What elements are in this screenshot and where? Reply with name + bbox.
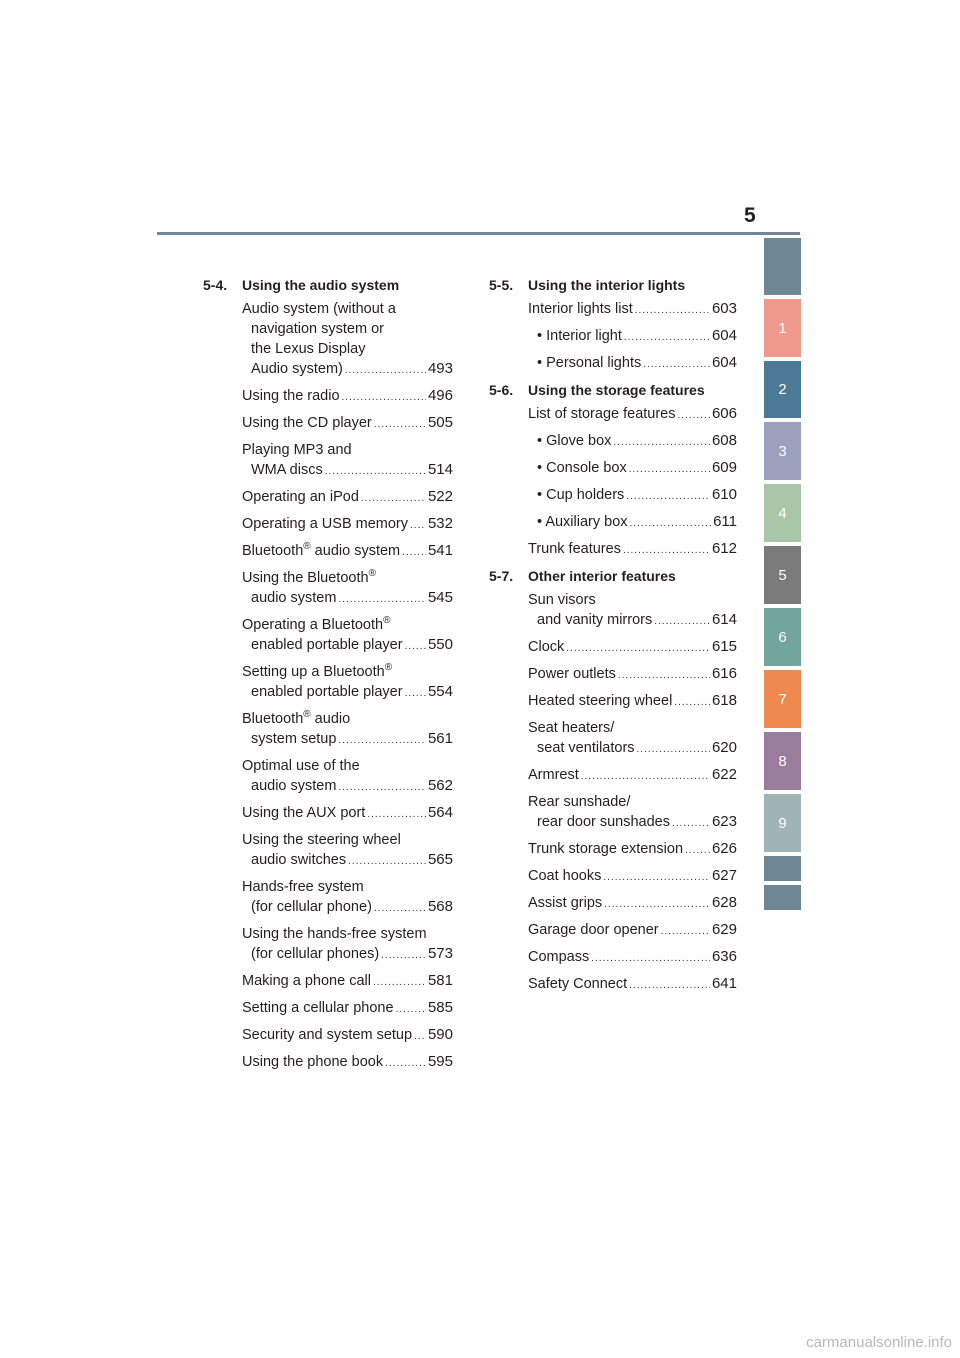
page-number[interactable]: 532 [427,515,453,532]
section-number: 5-5. [489,277,514,293]
leader-dots [661,922,710,942]
page-number[interactable]: 616 [711,665,737,682]
toc-entry[interactable] [537,326,737,348]
entry-text-line: Operating a USB memory [242,516,409,532]
chapter-tab-4[interactable]: 4 [764,484,801,542]
toc-entry[interactable] [242,487,453,509]
page-number[interactable]: 581 [427,972,453,989]
entry-text-line: Garage door opener [528,922,659,938]
page-number[interactable]: 573 [427,945,453,962]
page-number[interactable]: 522 [427,488,453,505]
toc-entry[interactable] [528,691,737,713]
section-title: Using the storage features [528,382,705,398]
page-number[interactable]: 496 [427,387,453,404]
entry-text-line: List of storage features [528,406,676,422]
leader-dots [624,328,710,348]
toc-entry[interactable] [537,458,737,480]
section-title: Using the interior lights [528,277,686,293]
leader-dots [338,778,426,798]
chapter-tab-7[interactable]: 7 [764,670,801,728]
entry-text-line: Trunk features [528,541,621,557]
toc-section [489,380,737,561]
toc-entry[interactable] [242,1052,453,1074]
entry-text-line: Bluetooth® audio [242,709,351,727]
toc-entry[interactable] [242,803,453,825]
toc-entry[interactable] [528,299,737,321]
chapter-tab-5[interactable]: 5 [764,546,801,604]
page-number[interactable]: 629 [711,921,737,938]
toc-entry[interactable] [242,1025,453,1047]
chapter-tabs [764,238,801,914]
section-heading[interactable] [203,275,453,295]
leader-dots [381,946,426,966]
page-number[interactable]: 623 [711,813,737,830]
entry-text-line: Clock [528,639,565,655]
entry-text-line: Using the hands-free system [242,926,427,942]
entry-text-line: (for cellular phones) [251,946,380,962]
toc-entry[interactable] [528,765,737,787]
toc-section [203,275,453,1074]
leader-dots [374,415,426,435]
leader-dots [342,388,426,408]
header-rule [157,232,800,235]
entry-text-line: • Interior light [537,326,622,346]
chapter-tab-blank[interactable] [764,238,801,295]
entry-text-line: rear door sunshades [537,814,670,830]
page-number[interactable]: 568 [427,898,453,915]
leader-dots [373,973,426,993]
toc-entry[interactable] [528,893,737,915]
page-number[interactable]: 541 [427,542,453,559]
entry-text-line: Bluetooth® audio system [242,541,401,559]
entry-text-line: Rear sunshade/ [528,794,631,810]
entry-text-line: Operating a Bluetooth® [242,615,391,633]
leader-dots [414,1027,426,1047]
page-number[interactable]: 595 [427,1053,453,1070]
toc-entry[interactable] [242,514,453,536]
page-number[interactable]: 590 [427,1026,453,1043]
chapter-tab-9[interactable]: 9 [764,794,801,852]
toc-entry[interactable] [242,709,453,751]
toc-left-column [203,275,453,1079]
section-heading[interactable] [489,380,737,400]
toc-entry[interactable] [528,664,737,686]
leader-dots [402,543,426,563]
page-number[interactable]: 603 [711,300,737,317]
entry-text-line: Optimal use of the [242,758,360,774]
chapter-tab-1[interactable]: 1 [764,299,801,357]
leader-dots [396,1000,426,1020]
toc-entry[interactable] [242,568,453,610]
leader-dots [672,814,710,834]
entry-text-line: audio switches [251,852,347,868]
toc-entry[interactable] [528,792,737,834]
entry-text-line: Assist grips [528,895,603,911]
leader-dots [405,637,426,657]
page-number[interactable]: 620 [711,739,737,756]
toc-entry[interactable] [242,413,453,435]
leader-dots [618,666,710,686]
leader-dots [405,684,426,704]
entry-text-line: • Auxiliary box [537,512,628,532]
entry-text-line: Security and system setup [242,1027,413,1043]
entry-text-line: Trunk storage extension [528,841,684,857]
entry-text-line: Operating an iPod [242,489,359,505]
entry-text-line: Power outlets [528,666,616,682]
entry-text-line: (for cellular phone) [251,899,372,915]
page-number[interactable]: 550 [427,636,453,653]
entry-text-line: Coat hooks [528,868,602,884]
page-number[interactable]: 609 [711,459,737,476]
leader-dots [385,1054,426,1074]
page-number[interactable]: 565 [427,851,453,868]
chapter-tab-blank[interactable] [764,885,801,910]
page-number[interactable]: 562 [427,777,453,794]
leader-dots [637,740,710,760]
page-number[interactable]: 505 [427,414,453,431]
entry-text-line: Using the Bluetooth® [242,568,376,586]
leader-dots [643,355,710,375]
section-title: Using the audio system [242,277,400,293]
toc-entry[interactable] [242,541,453,563]
entry-text-line: Audio system) [251,361,343,377]
leader-dots [604,895,710,915]
section-number: 5-7. [489,568,514,584]
leader-dots [603,868,710,888]
page-number[interactable]: 618 [711,692,737,709]
entry-text-line: seat ventilators [537,740,635,756]
toc-entry[interactable] [242,971,453,993]
toc-entry[interactable] [242,998,453,1020]
toc-entry[interactable] [528,920,737,942]
leader-dots [374,899,426,919]
chapter-tab-6[interactable]: 6 [764,608,801,666]
toc-entry[interactable] [528,637,737,659]
page-number[interactable]: 606 [711,405,737,422]
entry-text-line: Audio system (without a [242,301,396,317]
leader-dots [629,976,710,996]
toc-entry[interactable] [528,539,737,561]
toc-entry[interactable] [528,404,737,426]
leader-dots [685,841,710,861]
entry-text-line: Sun visors [528,592,596,608]
entry-text-line: Playing MP3 and [242,442,352,458]
entry-text-line: audio system [251,778,337,794]
page-number[interactable]: 561 [427,730,453,747]
entry-text-line: Interior lights list [528,301,633,317]
chapter-number: 5 [744,204,756,227]
chapter-tab-8[interactable]: 8 [764,732,801,790]
leader-dots [613,433,710,453]
page-number[interactable]: 636 [711,948,737,965]
toc-entry[interactable] [242,615,453,657]
page-number[interactable]: 604 [711,354,737,371]
page-number[interactable]: 615 [711,638,737,655]
page-number[interactable]: 622 [711,766,737,783]
toc-entry[interactable] [528,839,737,861]
toc-section [489,566,737,996]
leader-dots [325,462,426,482]
entry-text-line: Using the radio [242,388,340,404]
page-number[interactable]: 514 [427,461,453,478]
entry-text-line: Seat heaters/ [528,720,615,736]
toc-entry[interactable] [242,440,453,482]
page-number[interactable]: 628 [711,894,737,911]
leader-dots [566,639,710,659]
leader-dots [591,949,710,969]
entry-text-line: Heated steering wheel [528,693,673,709]
entry-text-line: • Personal lights [537,353,641,373]
entry-text-line: system setup [251,731,337,747]
toc-entry[interactable] [242,386,453,408]
section-title: Other interior features [528,568,676,584]
toc-entry[interactable] [528,866,737,888]
toc-entry[interactable] [242,662,453,704]
page-number[interactable]: 564 [427,804,453,821]
entry-text-line: Using the steering wheel [242,832,401,848]
toc-section [489,275,737,375]
entry-text-line: • Cup holders [537,485,624,505]
section-heading[interactable] [489,566,737,586]
leader-dots [361,489,426,509]
toc-entry[interactable] [528,947,737,969]
entry-text-line: Making a phone call [242,973,371,989]
leader-dots [654,612,710,632]
page-number[interactable]: 614 [711,611,737,628]
toc-entry[interactable] [528,590,737,632]
toc-entry[interactable] [242,877,453,919]
chapter-tab-blank[interactable] [764,856,801,881]
entry-text-line: enabled portable player [251,684,403,700]
entry-text-line: navigation system or [251,321,384,337]
chapter-tab-3[interactable]: 3 [764,422,801,480]
entry-text-line: Setting up a Bluetooth® [242,662,393,680]
leader-dots [338,590,426,610]
entry-text-line: Using the CD player [242,415,372,431]
watermark: carmanualsonline.info [806,1334,952,1351]
page-number[interactable]: 610 [711,486,737,503]
entry-text-line: and vanity mirrors [537,612,653,628]
toc-entry[interactable] [537,353,737,375]
entry-text-line: WMA discs [251,462,323,478]
toc-entry[interactable] [528,718,737,760]
page-number[interactable]: 611 [713,513,737,530]
leader-dots [630,514,712,534]
toc-right-column [489,275,737,1001]
leader-dots [626,487,710,507]
entry-text-line: Hands-free system [242,879,364,895]
entry-text-line: • Glove box [537,431,611,451]
leader-dots [338,731,426,751]
toc-entry[interactable] [242,299,453,381]
leader-dots [345,361,426,381]
page-number[interactable]: 626 [711,840,737,857]
page-number[interactable]: 554 [427,683,453,700]
page-number[interactable]: 545 [427,589,453,606]
section-number: 5-4. [203,277,228,293]
chapter-tab-2[interactable]: 2 [764,361,801,418]
entry-text-line: enabled portable player [251,637,403,653]
leader-dots [348,852,426,872]
toc-entry[interactable] [537,512,737,534]
leader-dots [635,301,710,321]
leader-dots [623,541,710,561]
toc-entry[interactable] [242,924,453,966]
entry-text-line: Safety Connect [528,976,628,992]
leader-dots [367,805,426,825]
page-number[interactable]: 612 [711,540,737,557]
entry-text-line: audio system [251,590,337,606]
page-number[interactable]: 585 [427,999,453,1016]
entry-text-line: the Lexus Display [251,341,366,357]
toc-entry[interactable] [242,830,453,872]
entry-text-line: Setting a cellular phone [242,1000,394,1016]
page-number[interactable]: 604 [711,327,737,344]
entry-text-line: Using the phone book [242,1054,384,1070]
section-number: 5-6. [489,382,514,398]
leader-dots [678,406,710,426]
toc-entry[interactable] [537,431,737,453]
leader-dots [581,767,710,787]
entry-text-line: • Console box [537,458,627,478]
toc-entry[interactable] [537,485,737,507]
leader-dots [410,516,426,536]
page-number[interactable]: 493 [427,360,453,377]
entry-text-line: Compass [528,949,590,965]
toc-entry[interactable] [242,756,453,798]
leader-dots [629,460,710,480]
leader-dots [674,693,710,713]
page-number[interactable]: 627 [711,867,737,884]
entry-text-line: Using the AUX port [242,805,366,821]
page-number[interactable]: 641 [711,975,737,992]
entry-text-line: Armrest [528,767,579,783]
toc-entry[interactable] [528,974,737,996]
page-number[interactable]: 608 [711,432,737,449]
section-heading[interactable] [489,275,737,295]
